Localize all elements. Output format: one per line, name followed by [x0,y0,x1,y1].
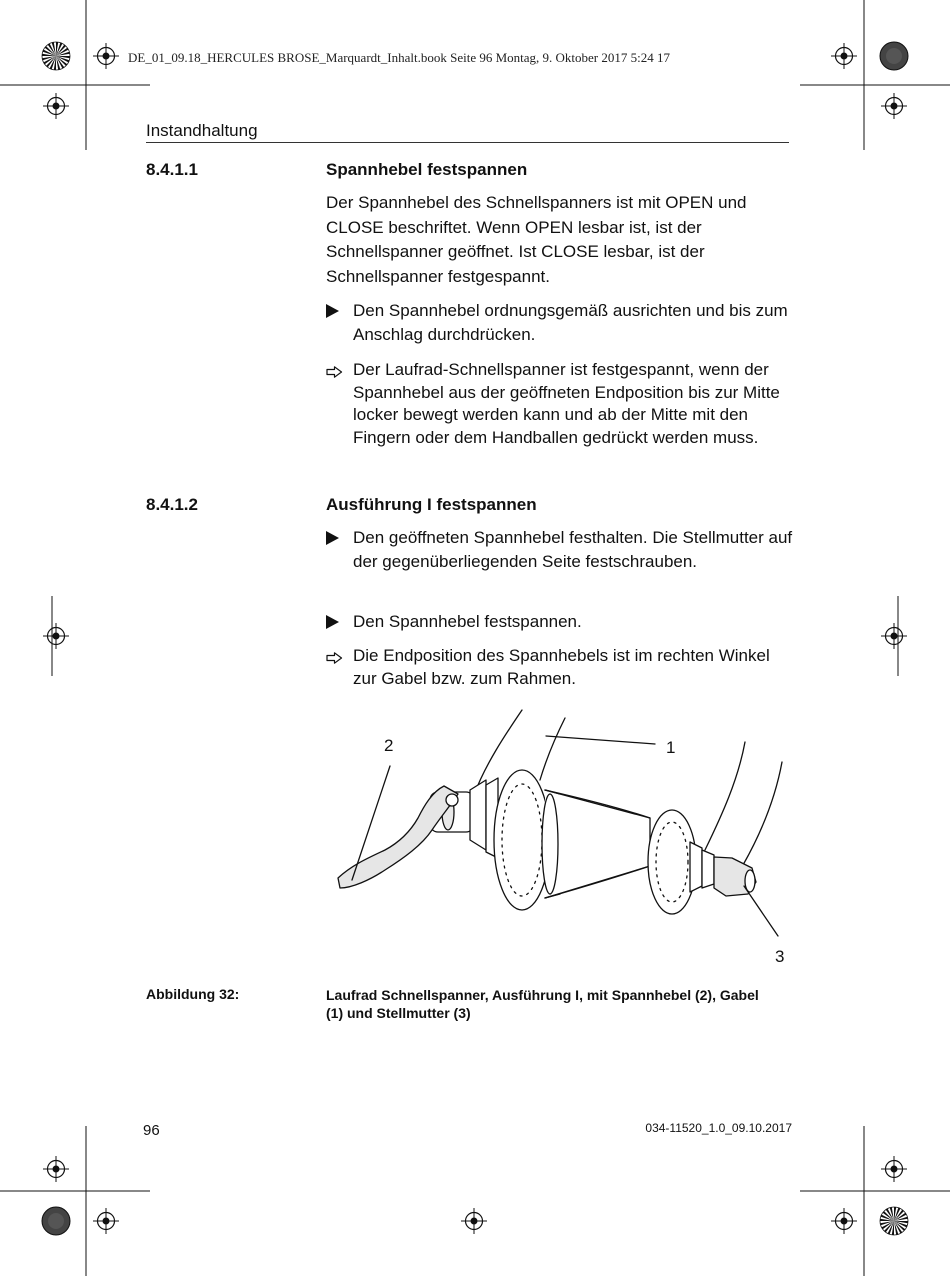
step-text: Die Endposition des Spannhebels ist im rechten Winkel zur Gabel bzw. zum Rahmen. [353,646,770,688]
section-title: Spannhebel festspannen [326,160,528,179]
result-step [326,645,796,690]
running-header: Instandhaltung [146,121,258,140]
action-step [326,299,796,347]
callout-fork: 1 [666,738,676,757]
result-arrow-icon [326,362,348,385]
result-step [326,359,796,450]
header-rule [146,142,789,143]
document-id: 034-11520_1.0_09.10.2017 [645,1121,792,1135]
print-slug: DE_01_09.18_HERCULES BROSE_Marquardt_Inhalt.book Seite 96 Montag, 9. Oktober 2017 5:24 17 [128,50,670,65]
triangle-bullet-icon [326,526,348,552]
step-text: Den Spannhebel ordnungsgemäß ausrichten und bis zum Anschlag durchdrücken. [353,301,788,344]
action-step [326,610,796,634]
triangle-bullet-icon [326,299,348,325]
step-text: Den geöffneten Spannhebel festhalten. Die Stellmutter auf der gegenüberliegenden Seite festschrauben. [353,528,793,571]
figure-caption-text: Laufrad Schnellspanner, Ausführung I, mit Spannhebel (2), Gabel (1) und Stellmutter (3) [326,987,759,1021]
step-text: Der Laufrad-Schnellspanner ist festgespannt, wenn der Spannhebel aus der geöffneten Endposition bis zur Mitte locker bewegt werden kann und ab der Mitte mit den Fingern oder dem Handballen gedrückt werden muss. [353,360,780,448]
page-number: 96 [143,1122,160,1139]
result-arrow-icon [326,648,348,671]
triangle-bullet-icon [326,610,348,636]
step-text: Den Spannhebel festspannen. [353,612,582,631]
callout-lever: 2 [384,736,394,755]
action-step [326,526,796,574]
callout-nut: 3 [775,947,785,966]
section-number: 8.4.1.2 [146,495,198,514]
figure-caption-label: Abbildung 32: [146,986,240,1002]
section-intro: Der Spannhebel des Schnellspanners ist mit OPEN und CLOSE beschriftet. Wenn OPEN lesbar ist, ist der Schnellspanner geöffnet. Ist CLOSE lesbar, ist der Schnellspanner festgespannt. [326,193,747,286]
hub-quick-release-illustration [320,700,820,975]
section-number: 8.4.1.1 [146,160,198,179]
section-title: Ausführung I festspannen [326,495,537,514]
